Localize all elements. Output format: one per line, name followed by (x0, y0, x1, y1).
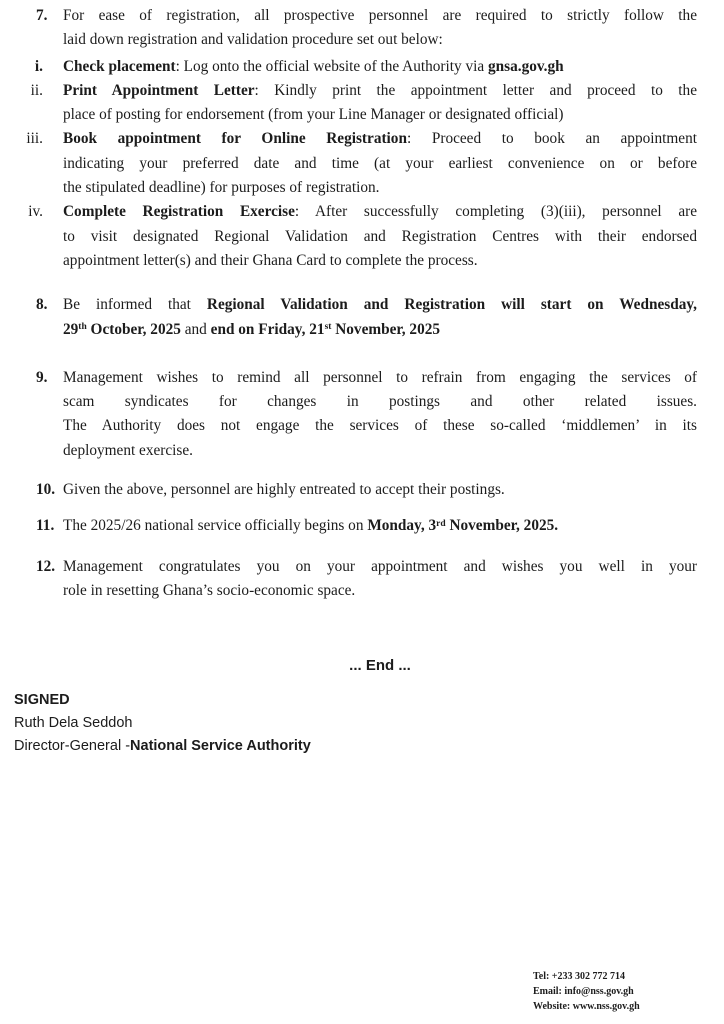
contact-footer (533, 969, 640, 1014)
list-marker: i. (34, 57, 43, 75)
text-segment: scam syndicates for changes in postings and other related issues. (63, 393, 697, 411)
text-segment: deployment exercise. (63, 441, 193, 459)
text-segment: end on Friday, 21 (210, 320, 325, 338)
text-line (63, 103, 697, 127)
signature-block (14, 689, 724, 758)
signature-role-org: National Service Authority (130, 738, 311, 755)
text-line (63, 176, 697, 200)
footer-email: Email: info@nss.gov.gh (533, 986, 634, 997)
text-segment: : Proceed to book an appointment (406, 130, 697, 148)
text-segment: : After successfully completing (3)(iii), personnel are (294, 203, 697, 221)
list-item-text (63, 200, 697, 273)
signature-role-prefix: Director-General - (14, 738, 131, 755)
text-line (63, 414, 697, 438)
text-line (63, 4, 697, 28)
list-marker: 12. (36, 557, 56, 575)
text-line (63, 439, 697, 463)
text-line (63, 55, 697, 79)
list-item (0, 79, 697, 128)
text-segment: laid down registration and validation procedure set out below: (63, 31, 443, 49)
list-item (0, 514, 697, 540)
text-line (63, 225, 697, 249)
text-segment: Given the above, personnel are highly entreated to accept their postings. (63, 481, 505, 499)
list-item (0, 200, 697, 273)
text-segment: Complete Registration Exercise (63, 203, 295, 221)
text-line (63, 127, 697, 151)
text-line (63, 79, 697, 103)
list-marker: 11. (36, 517, 55, 535)
text-line (63, 478, 697, 502)
signature-role (14, 735, 724, 758)
text-segment: Print Appointment Letter (63, 81, 255, 99)
text-segment: st (324, 322, 332, 333)
text-segment: indicating your preferred date and time (at your earliest convenience on or before (63, 154, 697, 172)
list-marker: 10. (36, 481, 56, 499)
text-line (63, 579, 697, 603)
list-item (0, 4, 697, 53)
list-marker: 8. (36, 296, 48, 314)
list-item-text (63, 127, 697, 200)
text-line (63, 555, 697, 579)
text-segment: and (180, 320, 211, 338)
text-segment: : Log onto the official website of the Authority via (175, 57, 488, 75)
text-segment: Check placement (63, 57, 176, 75)
text-segment: Book appointment for Online Registration (63, 130, 407, 148)
list-item (0, 293, 697, 344)
list-item-text (63, 293, 697, 344)
text-segment: gnsa.gov.gh (488, 57, 564, 75)
text-segment: place of posting for endorsement (from your Line Manager or designated official) (63, 106, 564, 124)
text-segment: Management wishes to remind all personnel to refrain from engaging the services of (63, 368, 697, 386)
text-segment: Regional Validation and Registration will start on Wednesday, (206, 296, 697, 314)
text-line (63, 28, 697, 52)
text-line (63, 249, 697, 273)
text-segment: appointment letter(s) and their Ghana Card to complete the process. (63, 251, 478, 269)
list-item-text (63, 4, 697, 53)
text-segment: 29 (63, 320, 79, 338)
text-line (63, 293, 697, 317)
list-marker: 7. (36, 7, 48, 24)
footer-website: Website: www.nss.gov.gh (533, 1001, 640, 1012)
text-line (63, 366, 697, 390)
text-line (63, 514, 697, 540)
signature-signed: SIGNED (14, 692, 70, 709)
list-item-text (63, 366, 697, 463)
list-item-text (63, 55, 697, 79)
text-segment: to visit designated Regional Validation and Registration Centres with their endorsed (63, 227, 697, 245)
footer-tel: Tel: +233 302 772 714 (533, 971, 625, 982)
list-item-text (63, 514, 697, 540)
text-line (63, 318, 697, 344)
text-segment: The Authority does not engage the services of these so-called ‘middlemen’ in its (63, 417, 697, 435)
text-segment: : Kindly print the appointment letter and proceed to the (254, 81, 697, 99)
end-marker: ... End ... (349, 657, 411, 675)
list-marker: ii. (30, 81, 43, 99)
list-item-text (63, 478, 697, 502)
signature-name: Ruth Dela Seddoh (14, 715, 133, 732)
text-segment: the stipulated deadline) for purposes of registration. (63, 179, 380, 197)
text-segment: November, 2025 (331, 320, 441, 338)
text-segment: role in resetting Ghana’s socio-economic space. (63, 581, 356, 599)
text-segment: The 2025/26 national service officially begins on (63, 517, 368, 535)
text-segment: th (78, 322, 87, 333)
text-line (63, 200, 697, 224)
list-marker: 9. (36, 368, 48, 386)
list-item (0, 127, 697, 200)
text-segment: Management congratulates you on your appointment and wishes you well in your (63, 557, 697, 575)
text-line (63, 390, 697, 414)
list-item (0, 478, 697, 502)
text-line (63, 152, 697, 176)
list-marker: iii. (26, 130, 43, 148)
list-marker: iv. (28, 203, 43, 221)
list-item (0, 366, 697, 463)
text-segment: Monday, 3 (367, 517, 437, 535)
text-segment: November, 2025. (445, 517, 559, 535)
text-segment: rd (436, 519, 446, 530)
list-item-text (63, 79, 697, 128)
text-segment: October, 2025 (86, 320, 181, 338)
list-item (0, 55, 697, 79)
text-segment: For ease of registration, all prospective personnel are required to strictly follow the (63, 7, 697, 24)
list-item-text (63, 555, 697, 604)
text-segment: Be informed that (63, 296, 207, 314)
list-item (0, 555, 697, 604)
